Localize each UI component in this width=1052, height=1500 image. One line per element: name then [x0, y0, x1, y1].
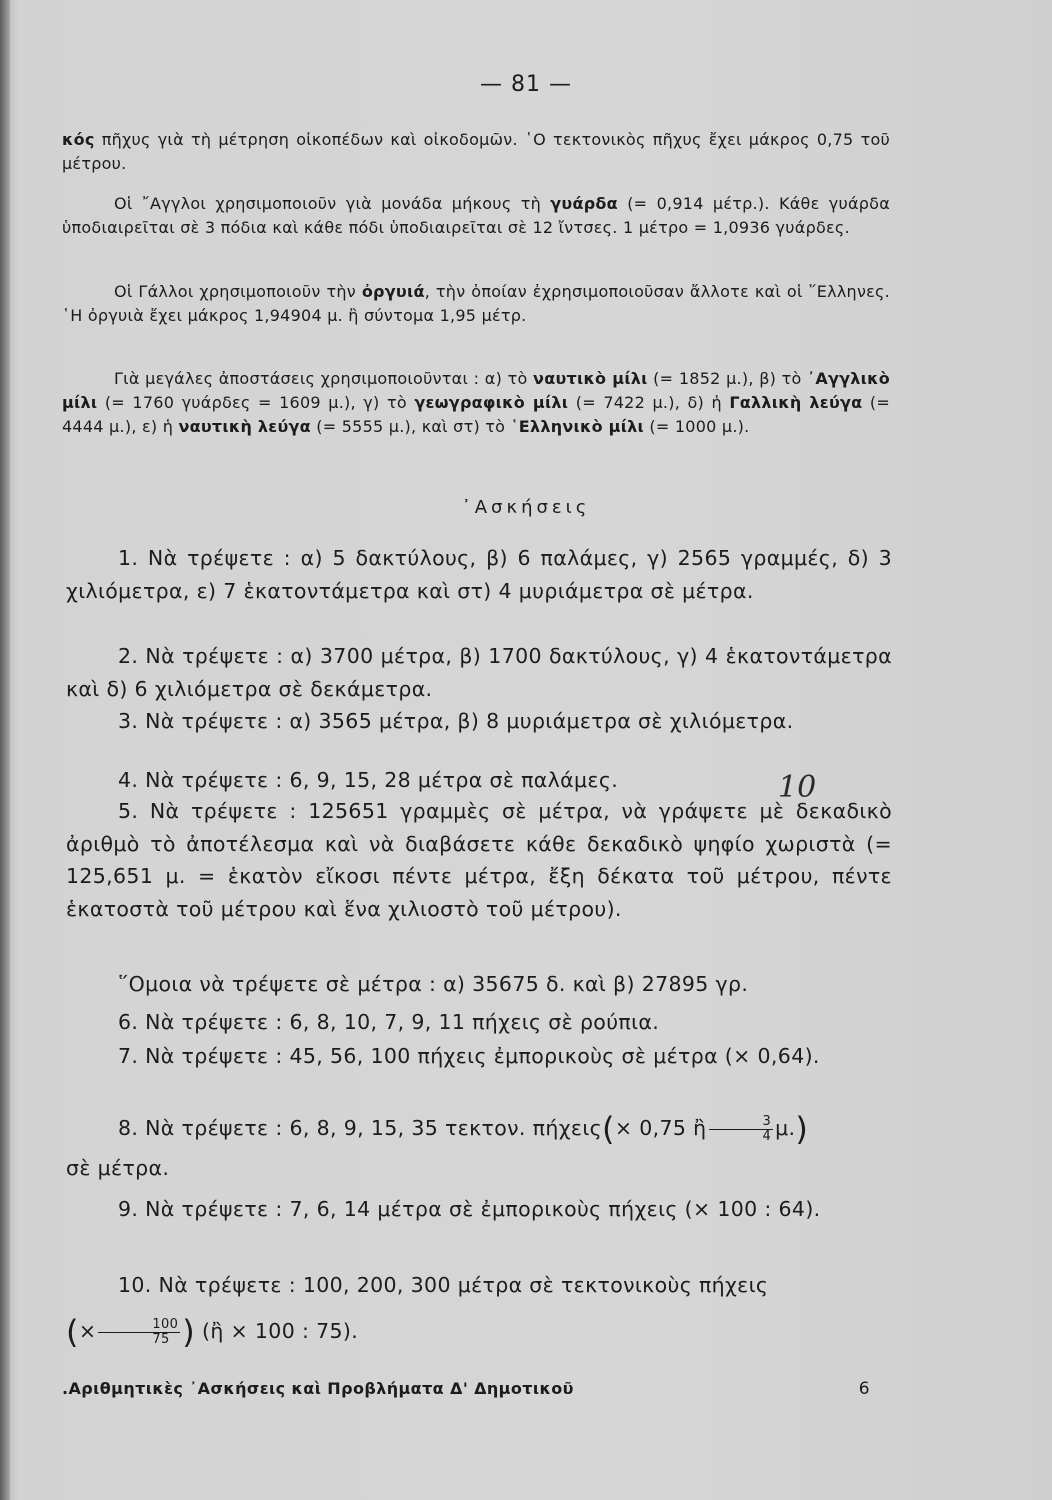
exercise-10-times: × [78, 1319, 97, 1343]
intro-paragraph-3 [62, 280, 890, 328]
exercise-4: 4. Νὰ τρέψετε : 6, 9, 15, 28 μέτρα σὲ παλάμες. [118, 768, 619, 792]
intro-p3-bold: ὀργυιά [361, 282, 425, 301]
intro-p1-text: πῆχυς γιὰ τὴ μέτρηση οἰκοπέδων καὶ οἰκοδομῶν. ῾Ο τεκτονικὸς πῆχυς ἔχει μάκρος 0,75 τοῦ μέτρου. [62, 130, 890, 174]
intro-p4-bold-d: ᾿Αγγλικὸ μίλι [62, 369, 891, 413]
intro-p4-bold-b: ναυτικὸ μίλι [533, 369, 648, 388]
open-paren: ( [602, 1110, 615, 1148]
exercise-8-unit: μ. [775, 1116, 796, 1140]
intro-p4-text-g: (= 7422 μ.), δ) ἡ [568, 393, 730, 413]
intro-p4-text-a: Γιὰ μεγάλες ἀποστάσεις χρησιμοποιοῦνται : α) τὸ [114, 369, 534, 388]
exercise-8-multiplier: × 0,75 ἢ [614, 1116, 707, 1140]
close-paren: ) [795, 1110, 809, 1148]
intro-p4-text-i: (= 4444 μ.), ε) ἡ [62, 393, 891, 437]
exercise-5: 5. Νὰ τρέψετε : 125651 γραμμὲς σὲ μέτρα, νὰ γράψετε μὲ δεκαδικὸ ἀριθμὸ τὸ ἀποτέλεσμα καὶ νὰ διαβάσετε κάθε δεκαδικὸ ψηφίο χωριστὰ (= 125,651 μ. = ἑκατὸν εἴκοσι πέντε μέτρα, ἔξη δέκατα τοῦ μέτρου, πέντε ἑκατοστὰ τοῦ μέτρου καὶ ἕνα χιλιοστὸ τοῦ μέτρου). [66, 799, 892, 921]
exercise-5-followup: ῞Ομοια νὰ τρέψετε σὲ μέτρα : α) 35675 δ. καὶ β) 27895 γρ. [118, 972, 749, 996]
intro-p2-bold: γυάρδα [550, 194, 618, 213]
intro-p3-text-a: Οἱ Γάλλοι χρησιμοποιοῦν τὴν [114, 282, 362, 301]
intro-p3-text-c: , τὴν ὁποίαν ἐχρησιμοποιοῦσαν ἄλλοτε καὶ οἱ ῞Ελληνες. ῾Η ὀργυιὰ ἔχει μάκρος 1,94904 μ. ἢ σύντομα 1,95 μέτρ. [62, 282, 891, 326]
exercise-8-tail: σὲ μέτρα. [66, 1156, 170, 1180]
intro-p1-bold: κός [62, 130, 95, 149]
intro-p4-text-k: (= 5555 μ.), καὶ στ) τὸ [310, 417, 511, 437]
exercise-7: 7. Νὰ τρέψετε : 45, 56, 100 πήχεις ἐμπορικοὺς σὲ μέτρα (× 0,64). [118, 1044, 820, 1068]
book-spine-shadow [0, 0, 10, 1500]
open-paren-10: ( [66, 1313, 79, 1351]
intro-p4-bold-j: ναυτικὴ λεύγα [178, 417, 311, 437]
intro-p2-text-a: Οἱ ῎Αγγλοι χρησιμοποιοῦν γιὰ μονάδα μήκους τὴ [114, 194, 551, 213]
intro-paragraph-1 [62, 128, 890, 176]
fraction-numerator: 3 [709, 1115, 774, 1130]
exercise-10 [66, 1262, 892, 1354]
exercises-heading: ᾿Ασκήσεις [461, 497, 591, 518]
exercise-3: 3. Νὰ τρέψετε : α) 3565 μέτρα, β) 8 μυριάμετρα σὲ χιλιόμετρα. [118, 709, 794, 733]
exercise-10-tail: (ἢ × 100 : 75). [201, 1319, 359, 1343]
exercise-6: 6. Νὰ τρέψετε : 6, 8, 10, 7, 9, 11 πήχεις σὲ ρούπια. [118, 1010, 660, 1034]
intro-p4-text-e: (= 1760 γυάρδες = 1609 μ.), γ) τὸ [97, 393, 415, 413]
fraction-three-quarters [709, 1115, 774, 1144]
exercise-9: 9. Νὰ τρέψετε : 7, 6, 14 μέτρα σὲ ἐμπορικοὺς πήχεις (× 100 : 64). [118, 1197, 821, 1221]
exercise-8-text: 8. Νὰ τρέψετε : 6, 8, 9, 15, 35 τεκτον. πήχεις [118, 1116, 602, 1140]
footer-signature-number: 6 [858, 1379, 870, 1399]
intro-p4-bold-f: γεωγραφικὸ μίλι [414, 393, 569, 413]
fraction-10-denominator: 75 [152, 1331, 170, 1347]
intro-p4-text-c: (= 1852 μ.), β) τὸ [647, 369, 808, 388]
fraction-10-numerator: 100 [98, 1318, 180, 1333]
exercise-1: 1. Νὰ τρέψετε : α) 5 δακτύλους, β) 6 παλάμες, γ) 2565 γραμμές, δ) 3 χιλιόμετρα, ε) 7 ἑκατοντάμετρα καὶ στ) 4 μυριάμετρα σὲ μέτρα. [66, 546, 892, 603]
exercise-8 [66, 1108, 892, 1188]
intro-p4-bold-h: Γαλλικὴ λεύγα [729, 393, 863, 413]
intro-paragraph-2 [62, 192, 890, 240]
page-number: — 81 — [480, 72, 572, 97]
intro-p2-text-c: (= 0,914 μέτρ.). Κάθε γυάρδα ὑποδιαιρεῖται σὲ 3 πόδια καὶ κάθε πόδι ὑποδιαιρεῖται σὲ 12 ἴντσες. 1 μέτρο = 1,0936 γυάρδες. [62, 194, 891, 238]
handwritten-mark: 10 [778, 770, 817, 805]
page-footer [62, 1379, 870, 1399]
intro-p4-text-m: (= 1000 μ.). [644, 417, 750, 437]
intro-p4-bold-l: ῾Ελληνικὸ μίλι [510, 417, 645, 437]
exercise-2: 2. Νὰ τρέψετε : α) 3700 μέτρα, β) 1700 δακτύλους, γ) 4 ἑκατοντάμετρα καὶ δ) 6 χιλιόμετρα σὲ δεκάμετρα. [66, 644, 892, 701]
intro-paragraph-4 [62, 367, 890, 440]
fraction-denominator: 4 [762, 1128, 772, 1144]
close-paren-10: ) [182, 1313, 196, 1351]
exercise-10-text: 10. Νὰ τρέψετε : 100, 200, 300 μέτρα σὲ τεκτονικοὺς πήχεις [118, 1273, 769, 1297]
footer-book-title: .Αριθμητικὲς ᾿Ασκήσεις καὶ Προβλήματα Δ' Δημοτικοῦ [62, 1379, 574, 1398]
fraction-100-75 [98, 1318, 180, 1347]
